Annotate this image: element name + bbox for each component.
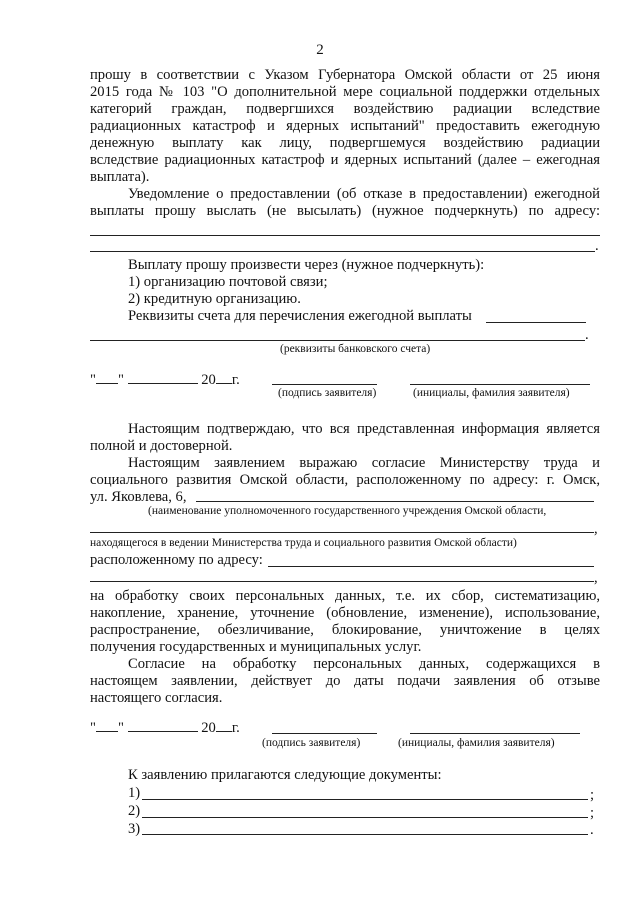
validity-line-1: Согласие на обработку персональных данных, содержащихся в	[128, 656, 600, 672]
consent-line-2: социального развития Омской области, расположенному по адресу: г. Омск,	[90, 472, 600, 488]
name-field-1[interactable]	[410, 384, 590, 385]
request-line-6: вследствие радиационных катастроф и ядерных испытаний (далее – ежегодная	[90, 152, 600, 168]
requisites-field-1[interactable]	[486, 322, 586, 323]
institution-comma: ,	[594, 521, 598, 537]
attachment-field-3[interactable]	[142, 834, 588, 835]
date-year-prefix: 20	[201, 372, 216, 388]
processing-line-4: получения государственных и муниципальных услуг.	[90, 639, 422, 655]
signature-caption-1: (подпись заявителя)	[278, 387, 377, 399]
institution-caption-2: находящегося в ведении Министерства труда и социального развития Омской области)	[90, 537, 517, 549]
date-month-blank[interactable]	[128, 383, 198, 384]
notice-line-1: Уведомление о предоставлении (об отказе в предоставлении) ежегодной	[128, 186, 600, 202]
date-quote-open-2: "	[90, 720, 96, 736]
date-year-prefix-2: 20	[201, 720, 216, 736]
consent-line-3: ул. Яковлева, 6,	[90, 489, 187, 505]
requisites-caption: (реквизиты банковского счета)	[280, 343, 431, 355]
date-year-suffix: г.	[231, 372, 240, 388]
attachment-field-2[interactable]	[142, 817, 588, 818]
signature-field-2[interactable]	[272, 733, 377, 734]
confirmation-line-2: полной и достоверной.	[90, 438, 233, 454]
request-line-2: 2015 года № 103 "О дополнительной мере социальной поддержки отдельных	[90, 84, 600, 100]
payment-option-post[interactable]: 1) организацию почтовой связи;	[128, 274, 328, 290]
date-field-1[interactable]	[90, 372, 240, 388]
institution-field-1[interactable]	[196, 501, 594, 502]
attachment-end-1: ;	[590, 787, 595, 803]
date-year-blank[interactable]	[216, 383, 232, 384]
date-year-suffix-2: г.	[231, 720, 240, 736]
payment-option-bank[interactable]: 2) кредитную организацию.	[128, 291, 301, 307]
located-label: расположенному по адресу:	[90, 552, 263, 568]
date-month-blank-2[interactable]	[128, 731, 198, 732]
signature-caption-2: (подпись заявителя)	[262, 737, 361, 749]
requisites-end: .	[585, 327, 589, 343]
institution-field-2[interactable]	[90, 532, 594, 533]
location-comma: ,	[594, 570, 598, 586]
request-line-3: категорий граждан, подвергшихся воздействию радиации вследствие	[90, 101, 600, 117]
date-field-2[interactable]	[90, 720, 240, 736]
attachment-number-2: 2)	[128, 803, 141, 819]
attachment-number-3: 3)	[128, 821, 141, 837]
name-caption-2: (инициалы, фамилия заявителя)	[398, 737, 555, 749]
notice-address-end: .	[595, 238, 599, 254]
confirmation-line-1: Настоящим подтверждаю, что вся представленная информация является	[128, 421, 600, 437]
date-year-blank-2[interactable]	[216, 731, 232, 732]
date-day-blank[interactable]	[96, 383, 118, 384]
date-day-blank-2[interactable]	[96, 731, 118, 732]
attachment-field-1[interactable]	[142, 799, 588, 800]
processing-line-1: на обработку своих персональных данных, т.е. их сбор, систематизацию,	[90, 588, 600, 604]
requisites-field-2[interactable]	[90, 340, 585, 341]
payment-intro: Выплату прошу произвести через (нужное подчеркнуть):	[128, 257, 485, 273]
processing-line-2: накопление, хранение, уточнение (обновление, изменение), использование,	[90, 605, 600, 621]
notice-address-line-2[interactable]	[90, 251, 595, 252]
request-line-1: прошу в соответствии с Указом Губернатора Омской области от 25 июня	[90, 67, 600, 83]
requisites-label: Реквизиты счета для перечисления ежегодной выплаты	[128, 308, 472, 324]
request-line-4: радиационных катастроф и ядерных испытаний" предоставить ежегодную	[90, 118, 600, 134]
notice-line-2: выплаты прошу выслать (не высылать) (нужное подчеркнуть) по адресу:	[90, 203, 600, 219]
date-quote-open: "	[90, 372, 96, 388]
location-field-1[interactable]	[268, 566, 594, 567]
institution-caption-1: (наименование уполномоченного государственного учреждения Омской области,	[148, 505, 547, 517]
date-quote-close: "	[117, 372, 124, 388]
signature-field-1[interactable]	[272, 384, 377, 385]
request-line-7: выплата).	[90, 169, 150, 185]
consent-line-1: Настоящим заявлением выражаю согласие Министерству труда и	[128, 455, 600, 471]
page-number: 2	[316, 42, 324, 58]
date-quote-close-2: "	[117, 720, 124, 736]
request-line-5: денежную выплату как лицу, подвергшемуся воздействию радиации	[90, 135, 600, 151]
validity-line-3: настоящего согласия.	[90, 690, 223, 706]
processing-line-3: распространение, обезличивание, блокирование, уничтожение в целях	[90, 622, 600, 638]
notice-address-line-1[interactable]	[90, 235, 600, 236]
validity-line-2: настоящем заявлении, действует до даты подачи заявления об отзыве	[90, 673, 600, 689]
name-caption-1: (инициалы, фамилия заявителя)	[413, 387, 570, 399]
attachment-end-2: ;	[590, 805, 595, 821]
attachments-intro: К заявлению прилагаются следующие документы:	[128, 767, 442, 783]
name-field-2[interactable]	[410, 733, 580, 734]
attachment-number-1: 1)	[128, 785, 141, 801]
location-field-2[interactable]	[90, 581, 594, 582]
attachment-end-3: .	[590, 822, 594, 838]
